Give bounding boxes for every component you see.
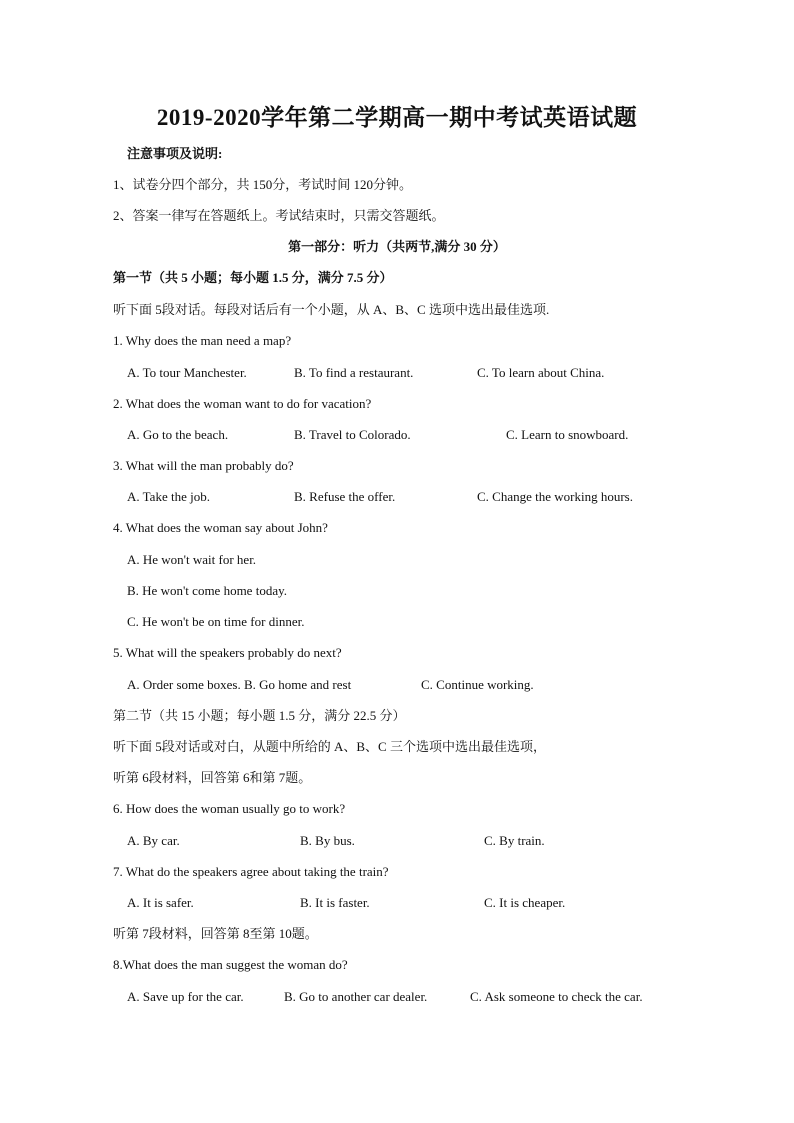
question-1: 1. Why does the man need a map? xyxy=(113,333,292,348)
q4-option-c: C. He won't be on time for dinner. xyxy=(127,614,305,629)
question-5: 5. What will the speakers probably do next? xyxy=(113,645,342,660)
section2-instruction: 听下面 5段对话或对白，从题中所给的 A、B、C 三个选项中选出最佳选项， xyxy=(113,739,546,754)
q5-option-c: C. Continue working. xyxy=(421,677,534,692)
q4-option-b: B. He won't come home today. xyxy=(127,583,287,598)
q5-option-ab: A. Order some boxes. B. Go home and rest xyxy=(127,677,352,692)
q1-option-b: B. To find a restaurant. xyxy=(294,365,414,380)
section1-heading: 第一节（共 5 小题；每小题 1.5 分，满分 7.5 分） xyxy=(113,270,393,285)
question-8: 8.What does the man suggest the woman do? xyxy=(113,957,348,972)
q6-option-b: B. By bus. xyxy=(300,833,355,848)
q3-option-b: B. Refuse the offer. xyxy=(294,489,396,504)
note-item-1: 1、试卷分四个部分，共 150分，考试时间 120分钟。 xyxy=(113,177,413,192)
section2-heading: 第二节（共 15 小题；每小题 1.5 分，满分 22.5 分） xyxy=(113,708,406,723)
q4-option-a: A. He won't wait for her. xyxy=(127,552,257,567)
q6-option-c: C. By train. xyxy=(484,833,545,848)
exam-title: 2019-2020学年第二学期高一期中考试英语试题 xyxy=(156,105,638,130)
question-3: 3. What will the man probably do? xyxy=(113,458,294,473)
question-4: 4. What does the woman say about John? xyxy=(113,520,328,535)
q8-option-c: C. Ask someone to check the car. xyxy=(470,989,643,1004)
section1-instruction: 听下面 5段对话。每段对话后有一个小题，从 A、B、C 选项中选出最佳选项. xyxy=(113,302,550,317)
q3-option-c: C. Change the working hours. xyxy=(477,489,633,504)
q8-option-b: B. Go to another car dealer. xyxy=(284,989,428,1004)
question-2: 2. What does the woman want to do for vacation? xyxy=(113,396,372,411)
group-6-instruction: 听第 6段材料，回答第 6和第 7题。 xyxy=(113,770,312,785)
q3-option-a: A. Take the job. xyxy=(127,489,210,504)
q2-option-a: A. Go to the beach. xyxy=(127,427,229,442)
note-item-2: 2、答案一律写在答题纸上。考试结束时，只需交答题纸。 xyxy=(113,208,445,223)
part1-heading: 第一部分：听力（共两节,满分 30 分） xyxy=(288,239,506,254)
group-7-instruction: 听第 7段材料，回答第 8至第 10题。 xyxy=(113,926,318,941)
q2-option-b: B. Travel to Colorado. xyxy=(294,427,411,442)
question-6: 6. How does the woman usually go to work? xyxy=(113,801,346,816)
q7-option-b: B. It is faster. xyxy=(300,895,370,910)
notes-heading: 注意事项及说明: xyxy=(127,146,223,161)
question-7: 7. What do the speakers agree about taking the train? xyxy=(113,864,389,879)
q2-option-c: C. Learn to snowboard. xyxy=(506,427,629,442)
q1-option-c: C. To learn about China. xyxy=(477,365,605,380)
q7-option-c: C. It is cheaper. xyxy=(484,895,566,910)
q8-option-a: A. Save up for the car. xyxy=(127,989,244,1004)
q1-option-a: A. To tour Manchester. xyxy=(127,365,247,380)
q6-option-a: A. By car. xyxy=(127,833,180,848)
q7-option-a: A. It is safer. xyxy=(127,895,194,910)
